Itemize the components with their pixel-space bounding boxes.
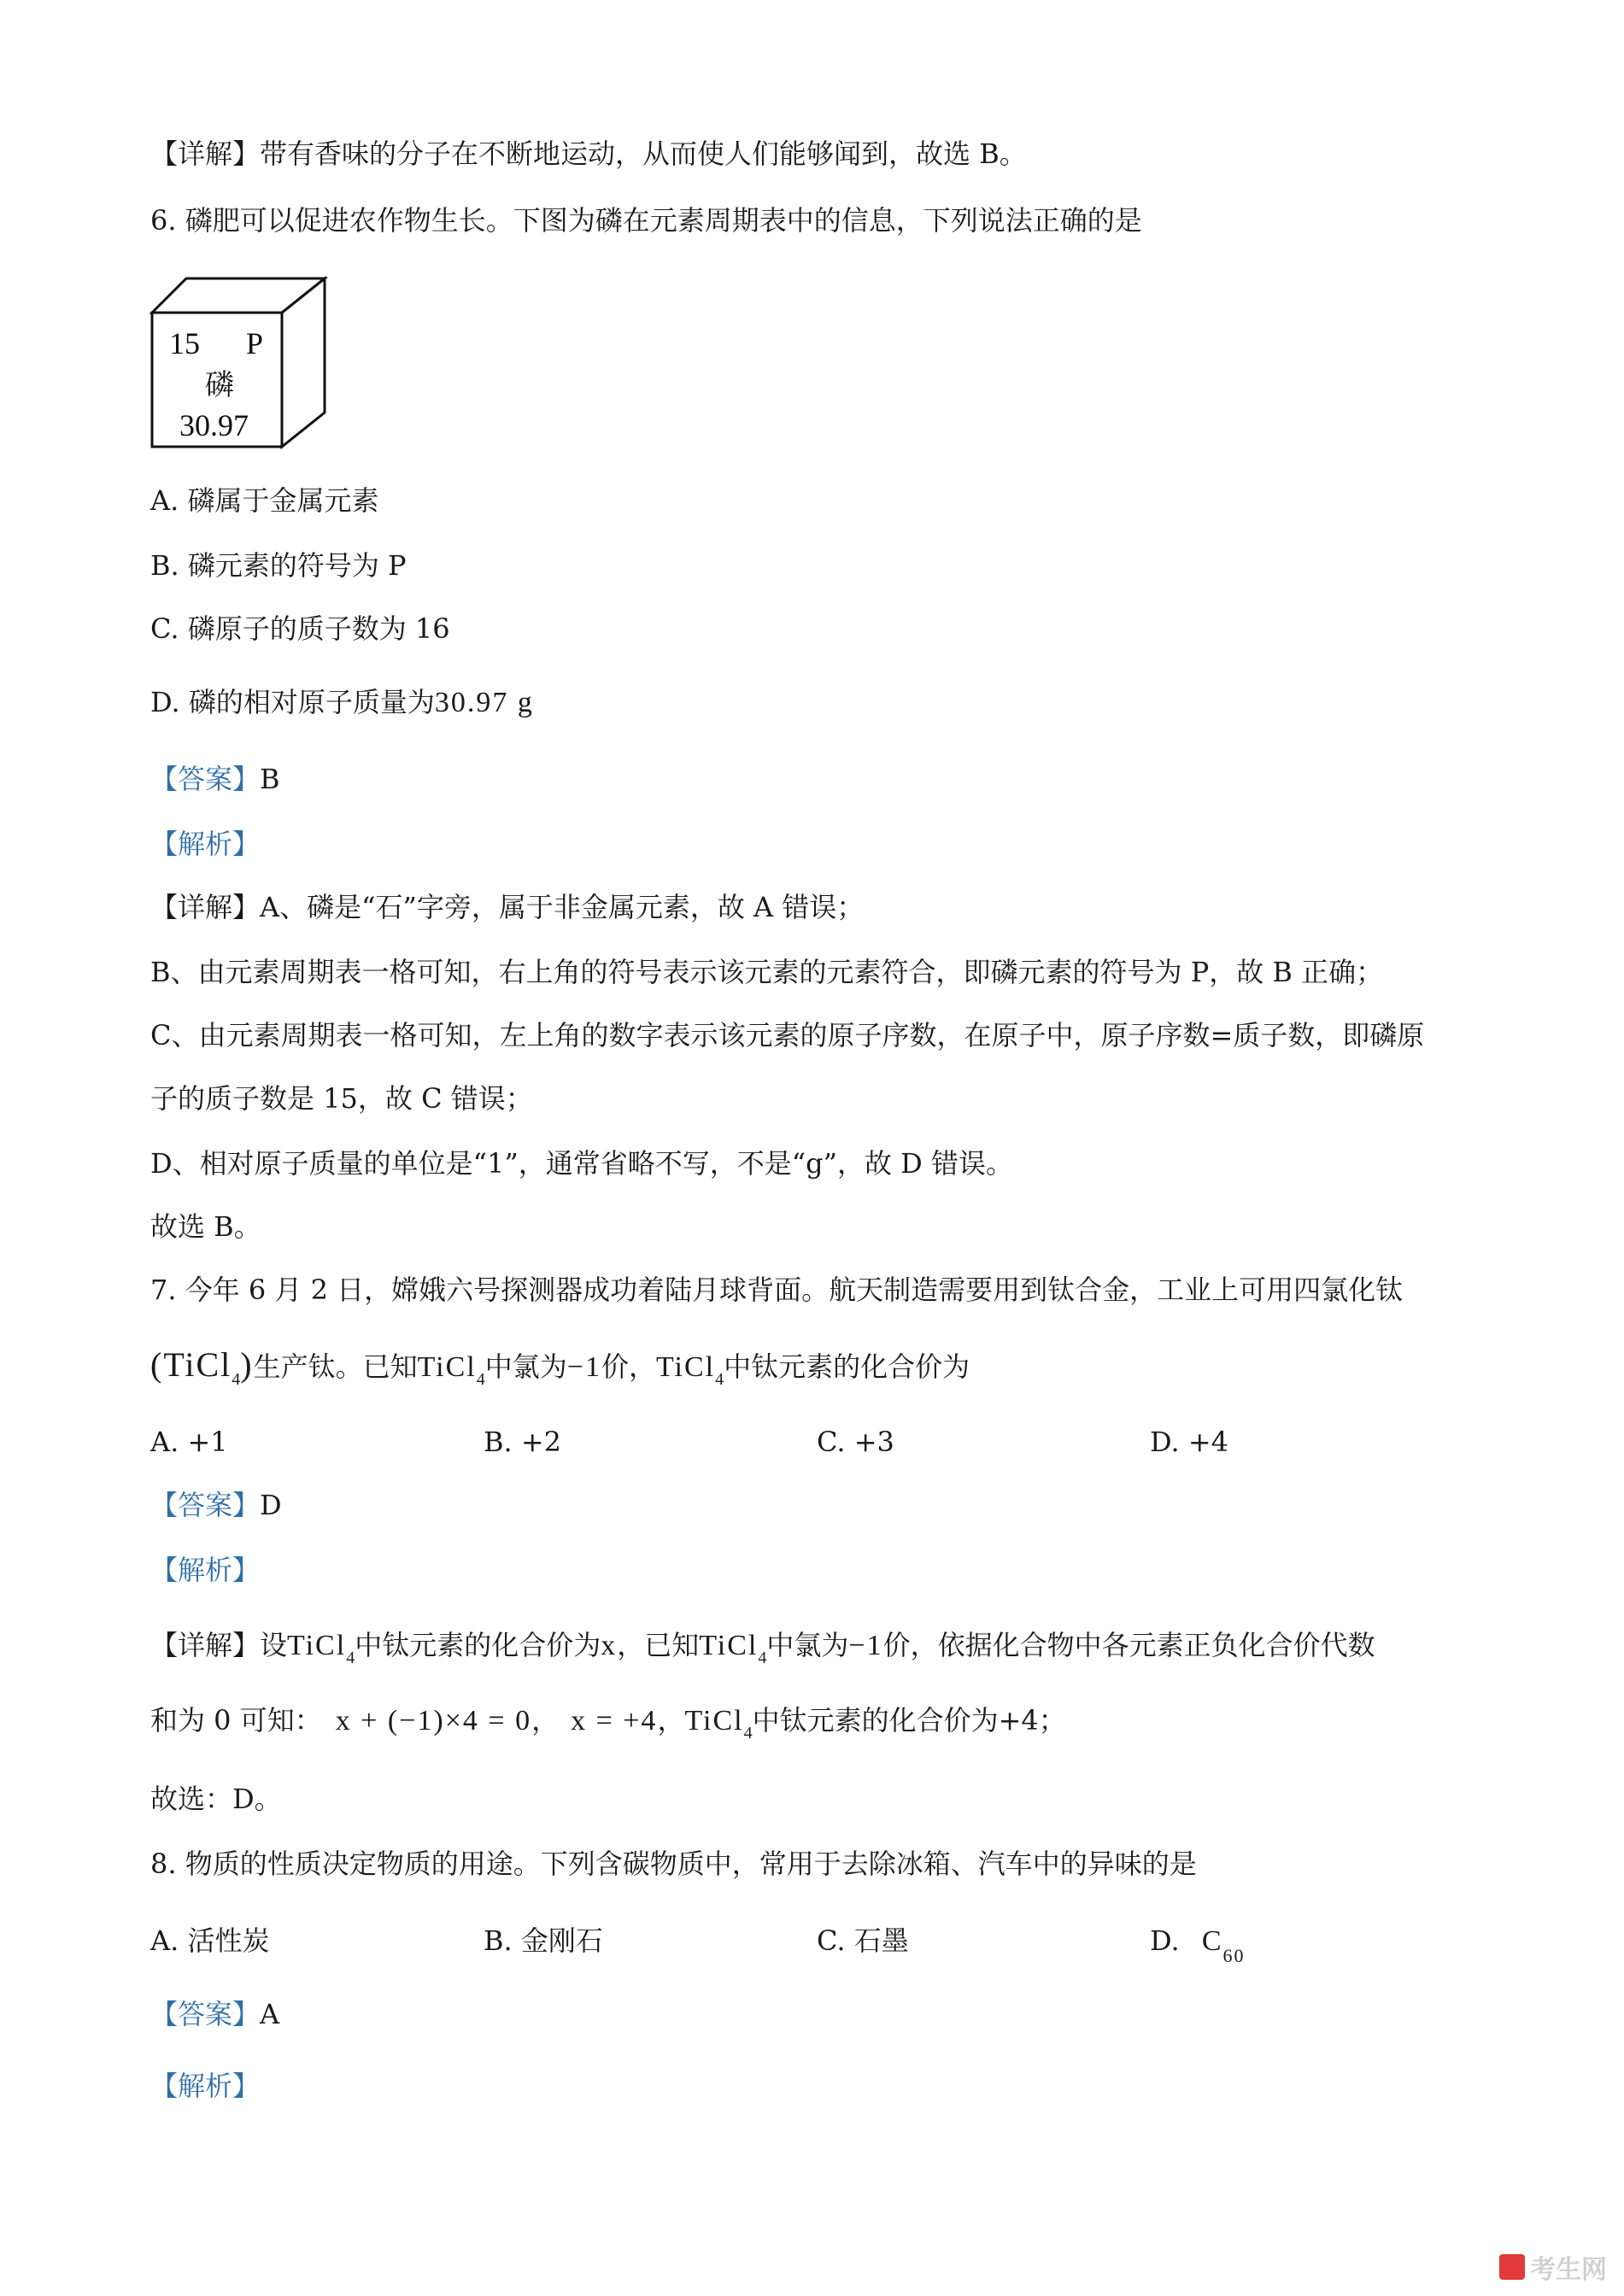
q7-answer bbox=[150, 1486, 282, 1524]
formula-x: x bbox=[601, 1630, 618, 1661]
watermark-logo-icon bbox=[1499, 2254, 1525, 2280]
q7-detail-text-d: 中氯为 bbox=[766, 1629, 849, 1661]
formula-ticl4-main: TiCl bbox=[417, 1351, 477, 1383]
q6-conclusion: 故选 B。 bbox=[150, 1210, 261, 1243]
formula-sub: 4 bbox=[476, 1370, 485, 1389]
q7-detail-text-b: 中钛元素的化合价为 bbox=[355, 1629, 601, 1661]
formula-eq2: x = +4 bbox=[571, 1705, 658, 1737]
answer-value: B bbox=[260, 763, 280, 795]
detail-tag: 【详解】 bbox=[150, 138, 261, 170]
detail-tag: 【详解】 bbox=[150, 891, 261, 923]
detail-text: A、磷是“石”字旁，属于非金属元素，故 A 错误； bbox=[260, 891, 865, 923]
question-7-stem-2 bbox=[150, 1346, 970, 1390]
q8-option-a: A. 活性炭 bbox=[150, 1924, 270, 1957]
q6-option-d-value: 30.97 g bbox=[434, 687, 534, 718]
formula-ticl4: TiCl bbox=[163, 1345, 232, 1384]
q6-detail-5: D、相对原子质量的单位是“1”，通常省略不写，不是“g”，故 D 错误。 bbox=[150, 1147, 1013, 1180]
formula-ticl4 bbox=[699, 1630, 767, 1667]
periodic-element-tile bbox=[145, 272, 333, 451]
q8-analysis-tag: 【解析】 bbox=[150, 2070, 261, 2102]
tile-atomic-mass: 30.97 bbox=[179, 408, 249, 442]
formula-c60-main: C bbox=[1201, 1925, 1223, 1957]
q7-detail-1 bbox=[150, 1626, 1375, 1668]
formula-eq1: x + (−1)×4 = 0 bbox=[335, 1705, 532, 1737]
formula-ticl4-main: TiCl bbox=[655, 1351, 716, 1383]
detail-line bbox=[150, 135, 1027, 173]
answer-tag: 【答案】 bbox=[150, 1489, 261, 1521]
q7-text-d: 中钛元素的化合价为 bbox=[724, 1350, 970, 1383]
answer-value: D bbox=[260, 1489, 282, 1521]
q7-detail2-text-a: 和为 0 可知： bbox=[150, 1704, 322, 1737]
q7-option-d: D. +4 bbox=[1150, 1426, 1229, 1458]
formula-ticl4 bbox=[684, 1705, 753, 1742]
watermark bbox=[1499, 2248, 1607, 2286]
q6-option-a: A. 磷属于金属元素 bbox=[150, 484, 379, 517]
q6-option-c: C. 磷原子的质子数为 16 bbox=[150, 612, 450, 645]
answer-tag: 【答案】 bbox=[150, 763, 261, 795]
q6-option-b: B. 磷元素的符号为 P bbox=[150, 549, 407, 582]
q7-conclusion: 故选：D。 bbox=[150, 1783, 282, 1815]
q8-option-b: B. 金刚石 bbox=[484, 1924, 603, 1957]
q7-detail2-text-b: ， bbox=[531, 1704, 560, 1737]
question-8-stem: 8. 物质的性质决定物质的用途。下列含碳物质中，常用于去除冰箱、汽车中的异味的是 bbox=[150, 1848, 1197, 1880]
formula-ticl4-main: TiCl bbox=[684, 1705, 744, 1737]
q7-detail-text-c: ，已知 bbox=[617, 1629, 700, 1661]
q7-text-b: 中氯为 bbox=[484, 1350, 567, 1383]
tile-atomic-number: 15 bbox=[169, 326, 200, 360]
formula-sub: 4 bbox=[758, 1649, 767, 1667]
q7-option-b: B. +2 bbox=[484, 1426, 562, 1458]
q8-option-d bbox=[1150, 1922, 1246, 1966]
tile-name: 磷 bbox=[205, 368, 234, 402]
formula-sub: 4 bbox=[346, 1649, 355, 1667]
q7-detail2-text-c: ， bbox=[657, 1704, 685, 1737]
formula-ticl4 bbox=[655, 1351, 724, 1389]
formula-c60 bbox=[1201, 1925, 1246, 1966]
formula-sub: 4 bbox=[743, 1724, 753, 1742]
q6-detail-1 bbox=[150, 888, 864, 926]
formula-neg1: −1 bbox=[566, 1351, 601, 1383]
q6-detail-2: B、由元素周期表一格可知，右上角的符号表示该元素的元素符合，即磷元素的符号为 P，故 B 正确； bbox=[150, 956, 1384, 988]
watermark-text: 考生网 bbox=[1530, 2255, 1607, 2285]
q7-detail-text-e: 价，依据化合物中各元素正负化合价代数 bbox=[882, 1629, 1375, 1661]
q8-option-d-label: D. bbox=[1150, 1924, 1180, 1957]
q8-option-c: C. 石墨 bbox=[817, 1924, 909, 1957]
formula-ticl4 bbox=[287, 1630, 355, 1667]
q7-text-c: 价， bbox=[601, 1350, 656, 1383]
q6-detail-4: 子的质子数是 15，故 C 错误； bbox=[150, 1082, 533, 1115]
formula-c60-sub: 60 bbox=[1222, 1945, 1246, 1966]
q6-option-d-text: D. 磷的相对原子质量为 bbox=[150, 686, 435, 718]
answer-tag: 【答案】 bbox=[150, 1998, 261, 2030]
q8-answer bbox=[150, 1995, 279, 2033]
q7-detail-text-a: 设 bbox=[260, 1629, 288, 1661]
question-7-stem: 7. 今年 6 月 2 日，嫦娥六号探测器成功着陆月球背面。航天制造需要用到钛合金，工业上可用四氯化钛 bbox=[150, 1274, 1404, 1306]
question-6-stem: 6. 磷肥可以促进农作物生长。下图为磷在元素周期表中的信息，下列说法正确的是 bbox=[150, 204, 1142, 237]
q6-analysis-tag: 【解析】 bbox=[150, 828, 261, 860]
formula-neg1: −1 bbox=[848, 1630, 883, 1661]
q6-detail-3: C、由元素周期表一格可知，左上角的数字表示该元素的原子序数，在原子中，原子序数=质子数，即磷原 bbox=[150, 1019, 1425, 1051]
q7-option-c: C. +3 bbox=[817, 1426, 894, 1458]
formula-ticl4-main: TiCl bbox=[287, 1630, 347, 1661]
q7-detail-2 bbox=[150, 1702, 1066, 1743]
formula-sub: 4 bbox=[715, 1370, 724, 1389]
tile-symbol: P bbox=[246, 326, 264, 360]
formula-ticl4-main: TiCl bbox=[699, 1630, 759, 1661]
q7-option-a: A. +1 bbox=[150, 1426, 228, 1458]
detail-tag: 【详解】 bbox=[150, 1629, 261, 1661]
detail-text: 带有香味的分子在不断地运动，从而使人们能够闻到，故选 B。 bbox=[260, 138, 1027, 170]
q6-option-d bbox=[150, 683, 534, 722]
formula-ticl4 bbox=[417, 1351, 485, 1389]
answer-value: A bbox=[260, 1998, 280, 2030]
q6-answer bbox=[150, 760, 280, 798]
formula-paren: (TiCl$_4$) bbox=[150, 1345, 254, 1389]
q7-analysis-tag: 【解析】 bbox=[150, 1554, 261, 1586]
formula-sub: 4 bbox=[232, 1370, 241, 1389]
q7-text-a: 生产钛。已知 bbox=[253, 1350, 418, 1383]
q7-detail2-text-d: 中钛元素的化合价为+4； bbox=[752, 1704, 1066, 1737]
